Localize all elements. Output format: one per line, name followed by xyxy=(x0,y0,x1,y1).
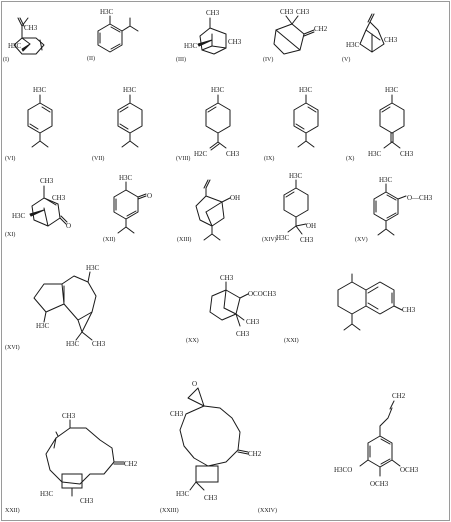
compound-label: (VI) xyxy=(5,156,16,162)
atom-label: O xyxy=(66,222,72,230)
compound-label: (XV) xyxy=(355,237,368,243)
compound-label: (VIII) xyxy=(176,156,191,162)
compound-label: (VII) xyxy=(92,156,105,162)
atom-label: CH2 xyxy=(314,25,328,33)
atom-label: H2C xyxy=(194,150,208,158)
atom-label: H3CO xyxy=(334,466,353,474)
structure-viii xyxy=(176,86,240,162)
atom-label: H3C xyxy=(379,176,393,184)
compound-label: (V) xyxy=(342,57,351,63)
atom-label: CH3 xyxy=(206,9,220,17)
atom-label: CH3 xyxy=(236,330,250,338)
structure-xv xyxy=(355,176,433,243)
atom-label: CH3 xyxy=(52,194,66,202)
compound-label: (XX) xyxy=(186,338,199,344)
atom-label: CH3 xyxy=(280,8,294,16)
structure-xxiv xyxy=(258,392,419,514)
compound-label: (II) xyxy=(87,56,95,62)
compound-label: (IV) xyxy=(263,57,274,63)
atom-label: H3C xyxy=(40,490,54,498)
atom-label: CH3 xyxy=(384,36,398,44)
compound-label: (IX) xyxy=(264,156,275,162)
atom-label: CH3 xyxy=(228,38,242,46)
atom-label: CH3 xyxy=(220,274,234,282)
structure-iii xyxy=(176,9,242,63)
structure-vi xyxy=(5,86,52,162)
atom-label: OH xyxy=(230,194,241,202)
atom-label: CH3 xyxy=(170,410,184,418)
structure-i xyxy=(3,18,44,63)
atom-label: CH3 xyxy=(40,177,54,185)
structure-v xyxy=(342,14,398,63)
atom-label: O—CH3 xyxy=(407,194,433,202)
atom-label: H3C xyxy=(119,174,133,182)
structure-xii xyxy=(103,174,152,243)
atom-label: CH3 xyxy=(226,150,240,158)
atom-label: OH xyxy=(306,222,317,230)
structure-x xyxy=(346,86,414,162)
atom-label: H3C xyxy=(66,340,80,348)
atom-label: H3C xyxy=(12,212,26,220)
structure-xvi xyxy=(5,264,106,351)
structure-xiii xyxy=(177,180,240,243)
compound-label: (XVI) xyxy=(5,345,20,351)
atom-label: H3C xyxy=(33,86,47,94)
atom-label: O xyxy=(147,192,153,200)
atom-label: OCOCH3 xyxy=(248,290,277,298)
atom-label: H3C xyxy=(346,41,360,49)
atom-label: H3C xyxy=(36,322,50,330)
structure-ii xyxy=(87,8,138,62)
atom-label: CH2 xyxy=(124,460,138,468)
atom-label: CH3 xyxy=(300,236,314,244)
atom-label: CH3 xyxy=(402,306,416,314)
compound-label: (XIV) xyxy=(262,237,277,243)
compound-label: (XI) xyxy=(5,232,16,238)
structure-xi xyxy=(5,177,71,238)
atom-label: CH3 xyxy=(24,24,38,32)
atom-label: H3C xyxy=(86,264,100,272)
atom-label: CH3 xyxy=(296,8,310,16)
atom-label: H3C xyxy=(176,490,190,498)
atom-label: CH3 xyxy=(80,497,94,505)
atom-label: OCH3 xyxy=(370,480,389,488)
compound-label: (XXIII) xyxy=(160,508,179,514)
compound-label: (X) xyxy=(346,156,355,162)
compound-label: (XXI) xyxy=(284,338,299,344)
compound-label: (III) xyxy=(176,57,186,63)
structure-xxii xyxy=(5,412,138,514)
atom-label: CH2 xyxy=(248,450,262,458)
atom-label: H3C xyxy=(299,86,313,94)
atom-label: CH2 xyxy=(392,392,406,400)
atom-label: H3C xyxy=(368,150,382,158)
atom-label: H3C xyxy=(289,172,303,180)
structure-vii xyxy=(92,86,142,162)
structure-iv xyxy=(263,8,328,63)
compound-label: XXII) xyxy=(5,508,20,514)
atom-label: O xyxy=(192,380,198,388)
structure-ix xyxy=(264,86,318,162)
atom-label: CH3 xyxy=(400,150,414,158)
atom-label: H3C xyxy=(385,86,399,94)
atom-label: H3C xyxy=(100,8,114,16)
atom-label: H3C xyxy=(8,42,22,50)
structure-xx xyxy=(186,274,277,344)
structure-xxiii xyxy=(160,380,262,514)
atom-label: H3C xyxy=(276,234,290,242)
atom-label: CH3 xyxy=(204,494,218,502)
atom-label: OCH3 xyxy=(400,466,419,474)
atom-label: CH3 xyxy=(92,340,106,348)
atom-label: H3C xyxy=(184,42,198,50)
atom-label: H3C xyxy=(211,86,225,94)
atom-label: CH3 xyxy=(246,318,260,326)
compound-label: (XXIV) xyxy=(258,508,277,514)
compound-label: (XIII) xyxy=(177,237,192,243)
structure-xxi xyxy=(284,274,416,344)
compound-label: (XII) xyxy=(103,237,116,243)
atom-label: H3C xyxy=(123,86,137,94)
atom-label: CH3 xyxy=(62,412,76,420)
structure-xiv xyxy=(262,172,316,244)
compound-label: (I) xyxy=(3,57,9,63)
